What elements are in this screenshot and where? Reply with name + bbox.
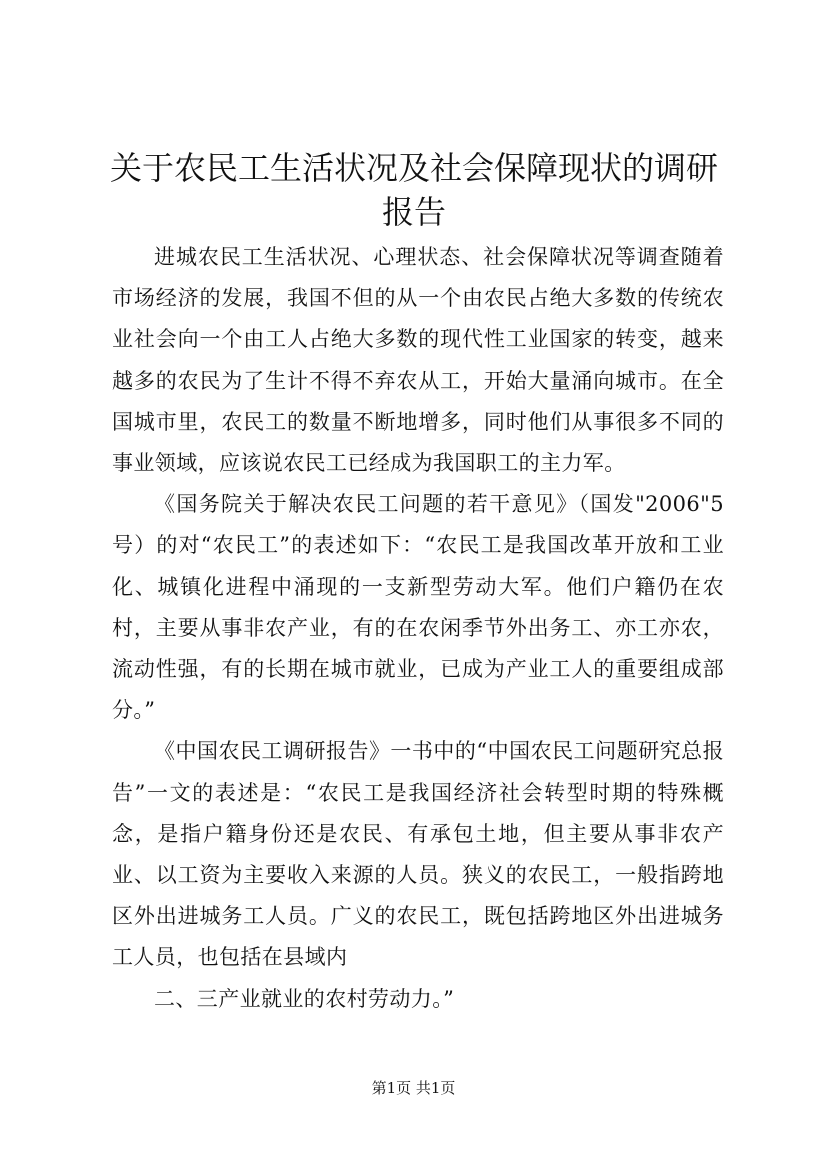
paragraph-3: 《中国农民工调研报告》一书中的“中国农民工问题研究总报告”一文的表述是：“农民工是我国经济社会转型时期的特殊概念，是指户籍身份还是农民、有承包土地，但主要从事非农产业、以工资为主要收入来源的人员。狭义的农民工，一般指跨地区外出进城务工人员。广义的农民工，既包括跨地区外出进城务工人员，也包括在县域内 — [112, 739, 724, 970]
page-footer: 第1页 共1页 — [371, 1079, 456, 1097]
paragraph-2: 《国务院关于解决农民工问题的若干意见》（国发"2006"5号）的对“农民工”的表述如下：“农民工是我国改革开放和工业化、城镇化进程中涌现的一支新型劳动大军。他们户籍仍在农村，主要从事非农产业，有的在农闲季节外出务工、亦工亦农，流动性强，有的长期在城市就业，已成为产业工人的重要组成部分。” — [112, 492, 724, 723]
document-title: 关于农民工生活状况及社会保障现状的调研报告 — [109, 149, 718, 231]
paragraph-1: 进城农民工生活状况、心理状态、社会保障状况等调查随着市场经济的发展，我国不但的从一个由农民占绝大多数的传统农业社会向一个由工人占绝大多数的现代性工业国家的转变，越来越多的农民为了生计不得不弃农从工，开始大量涌向城市。在全国城市里，农民工的数量不断地增多，同时他们从事很多不同的事业领域，应该说农民工已经成为我国职工的主力军。 — [112, 245, 724, 476]
paragraph-4: 二、三产业就业的农村劳动力。” — [154, 986, 455, 1011]
document-body — [112, 237, 724, 1020]
